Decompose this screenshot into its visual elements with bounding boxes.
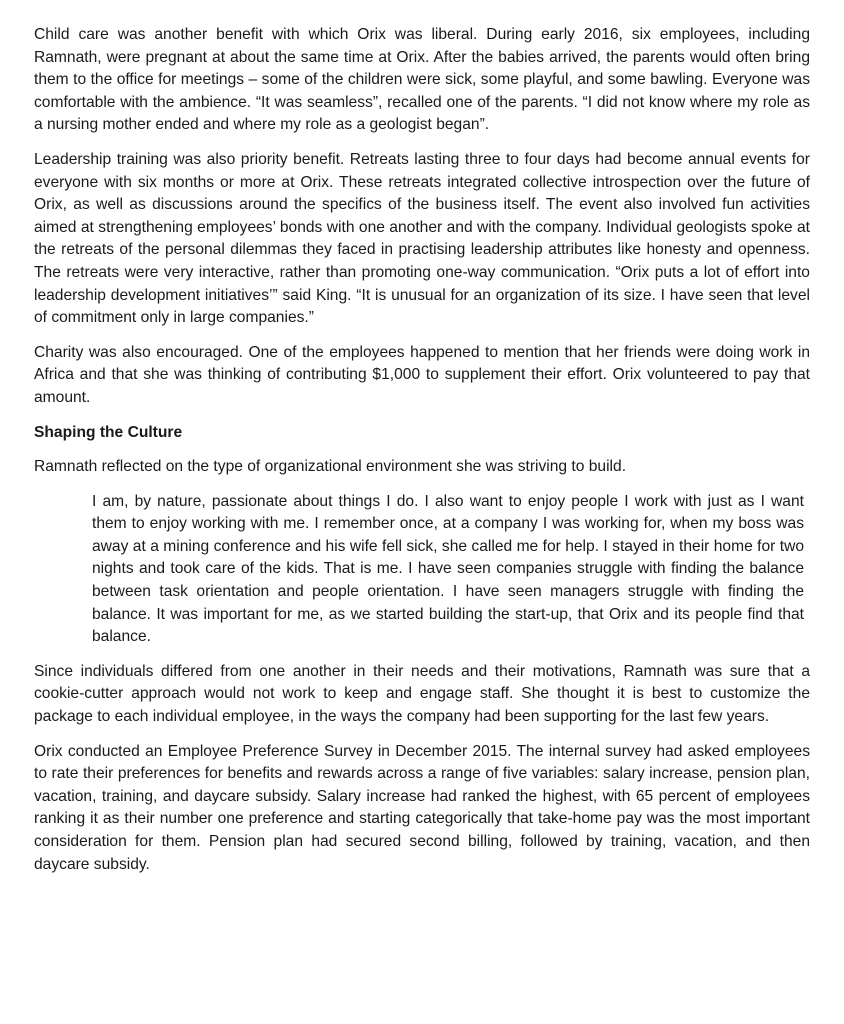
document-page bbox=[34, 24, 810, 888]
paragraph-charity: Charity was also encouraged. One of the employees happened to mention that her friends were doing work in Africa and that she was thinking of contributing $1,000 to supplement their effort. Orix volunteered to pay that amount. bbox=[34, 343, 810, 406]
section-heading: Shaping the Culture bbox=[34, 423, 183, 441]
paragraph-individuals: Since individuals differed from one another in their needs and their motivations, Ramnath was sure that a cookie-cutter approach would not work to keep and engage staff. She thought it is best to customize the package to each individual employee, in the ways the company had been supporting for the last few years. bbox=[34, 662, 810, 726]
paragraph-survey: Orix conducted an Employee Preference Survey in December 2015. The internal survey had asked employees to rate their preferences for benefits and rewards across a range of five variables: salary increase, pension plan, vacation, training, and daycare subsidy. Salary increase had ranked the highest, with 65 percent of employees ranking it as their number one preference and starting categorically that take-home pay was the most important consideration for them. Pension plan had secured second billing, followed by training, vacation, and then daycare subsidy. bbox=[34, 742, 810, 873]
paragraph-child-care: Child care was another benefit with which Orix was liberal. During early 2016, six employees, including Ramnath, were pregnant at about the same time at Orix. After the babies arrived, the parents would often bring them to the office for meetings – some of the children were sick, some playful, and some bawling. Everyone was comfortable with the ambience. “It was seamless”, recalled one of the parents. “I did not know where my role as a nursing mother ended and where my role as a geologist began”. bbox=[34, 26, 810, 134]
block-quote: I am, by nature, passionate about things I do. I also want to enjoy people I work with just as I want them to enjoy working with me. I remember once, at a company I was working for, when my boss was away at a mining conference and his wife fell sick, she called me for help. I stayed in their home for two nights and took care of the kids. That is me. I have seen companies struggle with finding the balance between task orientation and people orientation. I have seen managers struggle with finding the balance. It was important for me, as we started building the start-up, that Orix and its people find that balance. bbox=[92, 492, 804, 646]
paragraph-intro: Ramnath reflected on the type of organizational environment she was striving to build. bbox=[34, 458, 627, 476]
paragraph-leadership-training: Leadership training was also priority benefit. Retreats lasting three to four days had become annual events for everyone with six months or more at Orix. These retreats integrated collective introspection over the future of Orix, as well as discussions around the specifics of the business itself. The event also involved fun activities aimed at strengthening employees’ bonds with one another and with the company. Individual geologists spoke at the retreats of the personal dilemmas they faced in practising leadership attributes like honesty and openness. The retreats were very interactive, rather than promoting one-way communication. “Orix puts a lot of effort into leadership development initiatives’” said King. “It is unusual for an organization of its size. I have seen that level of commitment only in large companies.” bbox=[34, 150, 810, 327]
